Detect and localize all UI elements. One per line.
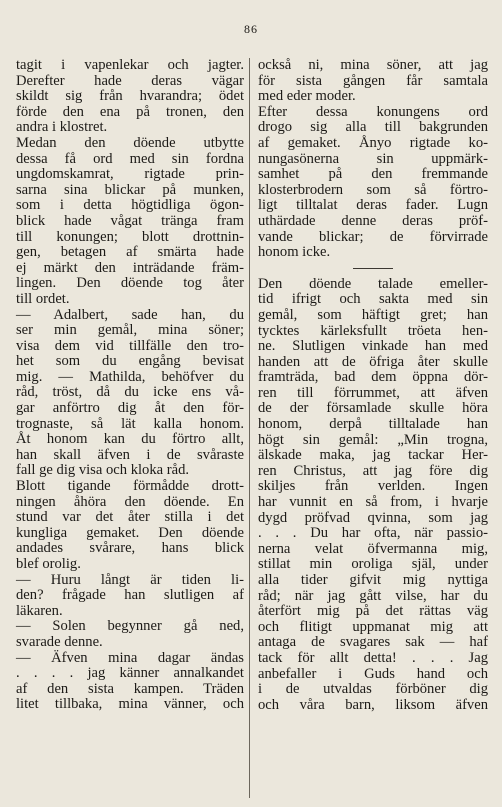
- text-line: ren till förrummet, att äfven: [258, 384, 488, 401]
- text-line: stillat min oroliga själ, under: [258, 556, 488, 573]
- text-line: Åt honom kan du förtro allt,: [16, 431, 244, 448]
- text-line: visa dem vid tillfälle den tro-: [16, 337, 244, 354]
- column-divider: [249, 58, 250, 798]
- text-line: de der församlade skulle höra: [258, 400, 488, 417]
- text-line: Den döende talade emeller-: [258, 275, 488, 292]
- text-line: tack för allt detta! . . . Jag: [258, 649, 488, 666]
- text-line: ren Christus, att jag före dig: [258, 462, 488, 479]
- text-line: återfört mig på det rättas väg: [258, 603, 488, 620]
- right-column: [258, 58, 488, 713]
- text-line: som i detta högtidliga ögon-: [16, 197, 244, 214]
- text-line: blef orolig.: [16, 556, 81, 572]
- text-line: ser min gemål, mina söner;: [16, 322, 244, 339]
- text-line: till konungen; blott drottnin-: [16, 228, 244, 245]
- text-line: tagit i vapenlekar och jagter.: [16, 57, 244, 73]
- text-line: och flitigt uppmanat mig att: [258, 618, 488, 635]
- text-line: — Huru långt är tiden li-: [16, 571, 244, 588]
- text-line: handen att de öfriga åter skulle: [258, 353, 488, 370]
- text-line: framträda, bad dem öppna dör-: [258, 369, 488, 386]
- text-line: anbefaller i Guds hand och: [258, 665, 488, 682]
- text-line: ningen åhöra den döende. En: [16, 493, 244, 510]
- text-line: förde den ena på tronen, den: [16, 103, 244, 120]
- text-line: — Solen begynner gå ned,: [16, 618, 244, 635]
- text-line: Medan den döende utbytte: [16, 134, 244, 151]
- right-column-bottom-block: [258, 277, 488, 714]
- text-line: uthärdade denne deras pröf-: [258, 212, 488, 229]
- text-line: ligt tilltalat deras fader. Lugn: [258, 197, 488, 214]
- text-line: trognaste, så lät kalla honom.: [16, 415, 244, 432]
- text-line: han skall äfven i de svåraste: [16, 446, 244, 463]
- text-line: vande blickar; de förvirrade: [258, 228, 488, 245]
- text-line: fall ge dig visa och kloka råd.: [16, 462, 190, 479]
- text-line: — Äfven mina dagar ändas: [16, 649, 244, 666]
- text-line: antaga de svagares sak — haf: [258, 634, 488, 651]
- text-line: alla tider gifvit mig nyttiga: [258, 572, 488, 588]
- text-line: het som du engång bevisat: [16, 353, 244, 370]
- text-line: samhet på den fremmande: [258, 166, 488, 183]
- text-line: tycktes kärleksfullt tröeta hen-: [258, 322, 488, 339]
- text-line: skiljes från verlden. Ingen: [258, 478, 488, 495]
- text-line: läkaren.: [16, 602, 63, 619]
- text-line: för sista gången får samtala: [258, 72, 488, 89]
- text-line: med eder moder.: [258, 88, 356, 105]
- left-column: [16, 58, 244, 713]
- text-line: lingen. Den döende tog åter: [16, 275, 244, 292]
- text-line: dygd pröfvad qvinna, som jag: [258, 509, 488, 526]
- text-line: älskade maka, jag tackar Her-: [258, 447, 488, 464]
- text-line: af den sista kampen. Träden: [16, 680, 244, 697]
- text-line: Blott tigande förmådde drott-: [16, 478, 244, 495]
- text-line: i de utvaldas förböner dig: [258, 681, 488, 698]
- section-separator-rule: [353, 268, 393, 269]
- text-line: drogo sig alla till bakgrunden: [258, 119, 488, 136]
- text-line: blick hade vågat tränga fram: [16, 212, 244, 229]
- text-line: Derefter hade deras vägar: [16, 72, 244, 89]
- text-line: — Adalbert, sade han, du: [16, 306, 244, 323]
- text-line: af gemaket. Ånyo rigtade ko-: [258, 134, 488, 151]
- right-column-top-block: [258, 58, 488, 261]
- text-line: råd; när jag gått vilse, har du: [258, 587, 488, 604]
- text-line: gar anförtro dig åt den för-: [16, 400, 244, 417]
- text-line: svarade denne.: [16, 633, 103, 650]
- text-line: ej märkt den inträdande främ-: [16, 259, 244, 276]
- text-line: har vunnit en så from, i hvarje: [258, 494, 488, 511]
- page-number: 86: [244, 22, 258, 36]
- text-line: mig. — Mathilda, behöfver du: [16, 368, 244, 385]
- text-line: kungliga gemaket. Den döende: [16, 524, 244, 541]
- text-line: . . . Du har ofta, när passio-: [258, 525, 488, 542]
- text-line: nungasönerna sin uppmärk-: [258, 150, 488, 167]
- text-line: och våra barn, liksom äfven: [258, 696, 488, 713]
- text-line: den? frågade han slutligen af: [16, 587, 244, 604]
- text-line: sarna sina blickar på munken,: [16, 181, 244, 198]
- text-line: ungdomskamrat, rigtade prin-: [16, 166, 244, 183]
- text-line: honom icke.: [258, 244, 331, 261]
- text-line: honom, derpå tilltalade han: [258, 416, 488, 433]
- text-line: klosterbrodern som så förtro-: [258, 181, 488, 198]
- text-line: litet tillbaka, mina vänner, och: [16, 696, 244, 713]
- text-line: också ni, mina söner, att jag: [258, 57, 488, 73]
- text-line: skildt sig från hvarandra; ödet: [16, 88, 244, 105]
- text-line: andades svårare, hans blick: [16, 540, 244, 557]
- text-line: nerna velat öfvermanna mig,: [258, 540, 488, 557]
- text-line: andra i klostret.: [16, 119, 108, 136]
- text-line: gemål, som häftigt gret; han: [258, 306, 488, 323]
- text-line: stund var det åter stilla i det: [16, 509, 244, 526]
- text-line: till ordet.: [16, 290, 70, 307]
- text-line: tid ifrigt och sakta med sin: [258, 291, 488, 308]
- text-line: Efter dessa konungens ord: [258, 103, 488, 120]
- text-line: gen, betagen af smärta hade: [16, 244, 244, 261]
- text-line: dessa få ord med sin fordna: [16, 150, 244, 167]
- text-line: . . . . jag känner annalkandet: [16, 665, 244, 682]
- text-line: råd, tröst, då du icke ens vå-: [16, 384, 244, 401]
- text-line: ne. Slutligen vinkade han med: [258, 338, 488, 355]
- text-line: högt sin gemål: „Min trogna,: [258, 431, 488, 448]
